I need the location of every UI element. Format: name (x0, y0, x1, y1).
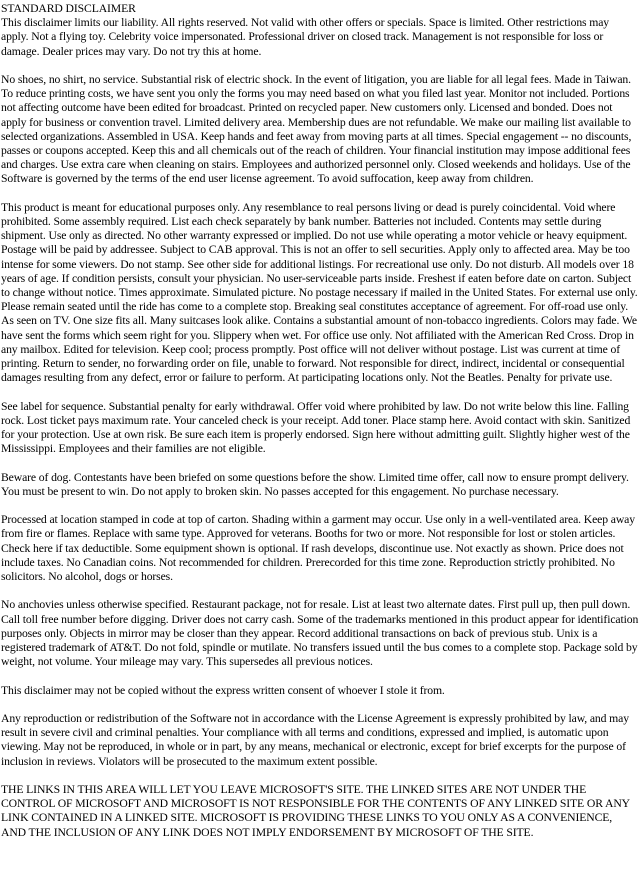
disclaimer-paragraph-6: Processed at location stamped in code at top of carton. Shading within a garment may occur. Use only in a well-ventilated area. Keep away from fire or flames. Replace with same type. Approved for veterans. Booths for two or more. Not responsible for lost or stolen articles. Check here if tax deductible. Some equipment shown is optional. If rash develops, discontinue use. Not exactly as shown. Price does not include taxes. No Canadian coins. Not recommended for children. Prerecorded for this time zone. Reproduction strictly prohibited. No solicitors. No alcohol, dogs or horses. (1, 513, 635, 584)
disclaimer-paragraph-3: This product is meant for educational purposes only. Any resemblance to real persons living or dead is purely coincidental. Void where prohibited. Some assembly required. List each check separately by bank number. Batteries not included. Contents may settle during shipment. Use only as directed. No other warranty expressed or implied. Do not use while operating a motor vehicle or heavy equipment. Postage will be paid by addressee. Subject to CAB approval. This is not an offer to sell securities. Apply only to affected area. May be too intense for some viewers. Do not stamp. See other side for additional listings. For recreational use only. Do not disturb. All models over 18 years of age. If condition persists, consult your physician. No user-serviceable parts inside. Freshest if eaten before date on carton. Subject to change without notice. Times approximate. Simulated picture. No postage necessary if mailed in the United States. For external use only. Please remain seated until the ride has come to a complete stop. Breaking seal constitutes acceptance of agreement. For off-road use only. As seen on TV. One size fits all. Many suitcases look alike. Contains a substantial amount of non-tobacco ingredients. Colors may fade. We have sent the forms which seem right for you. Slippery when wet. For office use only. Not affiliated with the American Red Cross. Drop in any mailbox. Edited for television. Keep cool; process promptly. Post office will not deliver without postage. List was current at time of printing. Return to sender, no forwarding order on file, unable to forward. Not responsible for direct, indirect, incidental or consequential damages resulting from any defect, error or failure to perform. At participating locations only. Not the Beatles. Penalty for private use. (1, 200, 638, 385)
microsoft-links-notice: THE LINKS IN THIS AREA WILL LET YOU LEAVE MICROSOFT'S SITE. THE LINKED SITES ARE NOT UNDER THE CONTROL OF MICROSOFT AND MICROSOFT IS NOT RESPONSIBLE FOR THE CONTENTS OF ANY LINKED SITE OR ANY LINK CONTAINED IN A LINKED SITE. MICROSOFT IS PROVIDING THESE LINKS TO YOU ONLY AS A CONVENIENCE, AND THE INCLUSION OF ANY LINK DOES NOT IMPLY ENDORSEMENT BY MICROSOFT OF THE SITE. (1, 783, 630, 839)
disclaimer-paragraph-2: No shoes, no shirt, no service. Substantial risk of electric shock. In the event of litigation, you are liable for all legal fees. Made in Taiwan. To reduce printing costs, we have sent you only the forms you may need based on what you filed last year. Monitor not included. Portions not affecting outcome have been edited for broadcast. Printed on recycled paper. New customers only. Licensed and bonded. Does not apply for business or convention travel. Limited delivery area. Membership dues are not refundable. We make our mailing list available to selected organizations. Assembled in USA. Keep hands and feet away from moving parts at all times. Special engagement -- no discounts, passes or coupons accepted. Keep this and all chemicals out of the reach of children. Your financial institution may impose additional fees and charges. Use extra care when cleaning on stairs. Employees and authorized personnel only. Closed weekends and holidays. Use of the Software is governed by the terms of the end user license agreement. To avoid suffocation, keep away from children. (1, 73, 632, 186)
disclaimer-paragraph-4: See label for sequence. Substantial penalty for early withdrawal. Offer void where prohibited by law. Do not write below this line. Falling rock. Lost ticket pays maximum rate. Your canceled check is your receipt. Add toner. Place stamp here. Avoid contact with skin. Sanitized for your protection. Use at own risk. Be sure each item is properly endorsed. Sign here without admitting guilt. Slightly higher west of the Mississippi. Employees and their families are not eligible. (1, 399, 631, 456)
disclaimer-paragraph-9: Any reproduction or redistribution of the Software not in accordance with the License Agreement is expressly prohibited by law, and may result in severe civil and criminal penalties. Your compliance with all terms and conditions, expressed and implied, is automatic upon viewing. May not be reproduced, in whole or in part, by any means, mechanical or electronic, except for brief excerpts for the purpose of inclusion in reviews. Violators will be prosecuted to the maximum extent possible. (1, 712, 629, 768)
disclaimer-paragraph-1: This disclaimer limits our liability. All rights reserved. Not valid with other offers or specials. Space is limited. Other restrictions may apply. Not a flying toy. Celebrity voice impersonated. Professional driver on closed track. Management is not responsible for loss or damage. Dealer prices may vary. Do not try this at home. (1, 16, 610, 58)
disclaimer-paragraph-7: No anchovies unless otherwise specified. Restaurant package, not for resale. List at least two alternate dates. First pull up, then pull down. Call toll free number before digging. Driver does not carry cash. Some of the trademarks mentioned in this product appear for identification purposes only. Objects in mirror may be closer than they appear. Record additional transactions on back of previous stub. Unix is a registered trademark of AT&T. Do not fold, spindle or mutilate. No transfers issued until the bus comes to a complete stop. Package sold by weight, not volume. Your mileage may vary. This supersedes all previous notices. (1, 598, 639, 669)
disclaimer-paragraph-8: This disclaimer may not be copied without the express written consent of whoever I stole it from. (1, 683, 445, 697)
disclaimer-paragraph-5: Beware of dog. Contestants have been briefed on some questions before the show. Limited time offer, call now to ensure prompt delivery. You must be present to win. Do not apply to broken skin. No passes accepted for this engagement. No purchase necessary. (1, 470, 629, 498)
document-title: STANDARD DISCLAIMER (1, 2, 136, 15)
